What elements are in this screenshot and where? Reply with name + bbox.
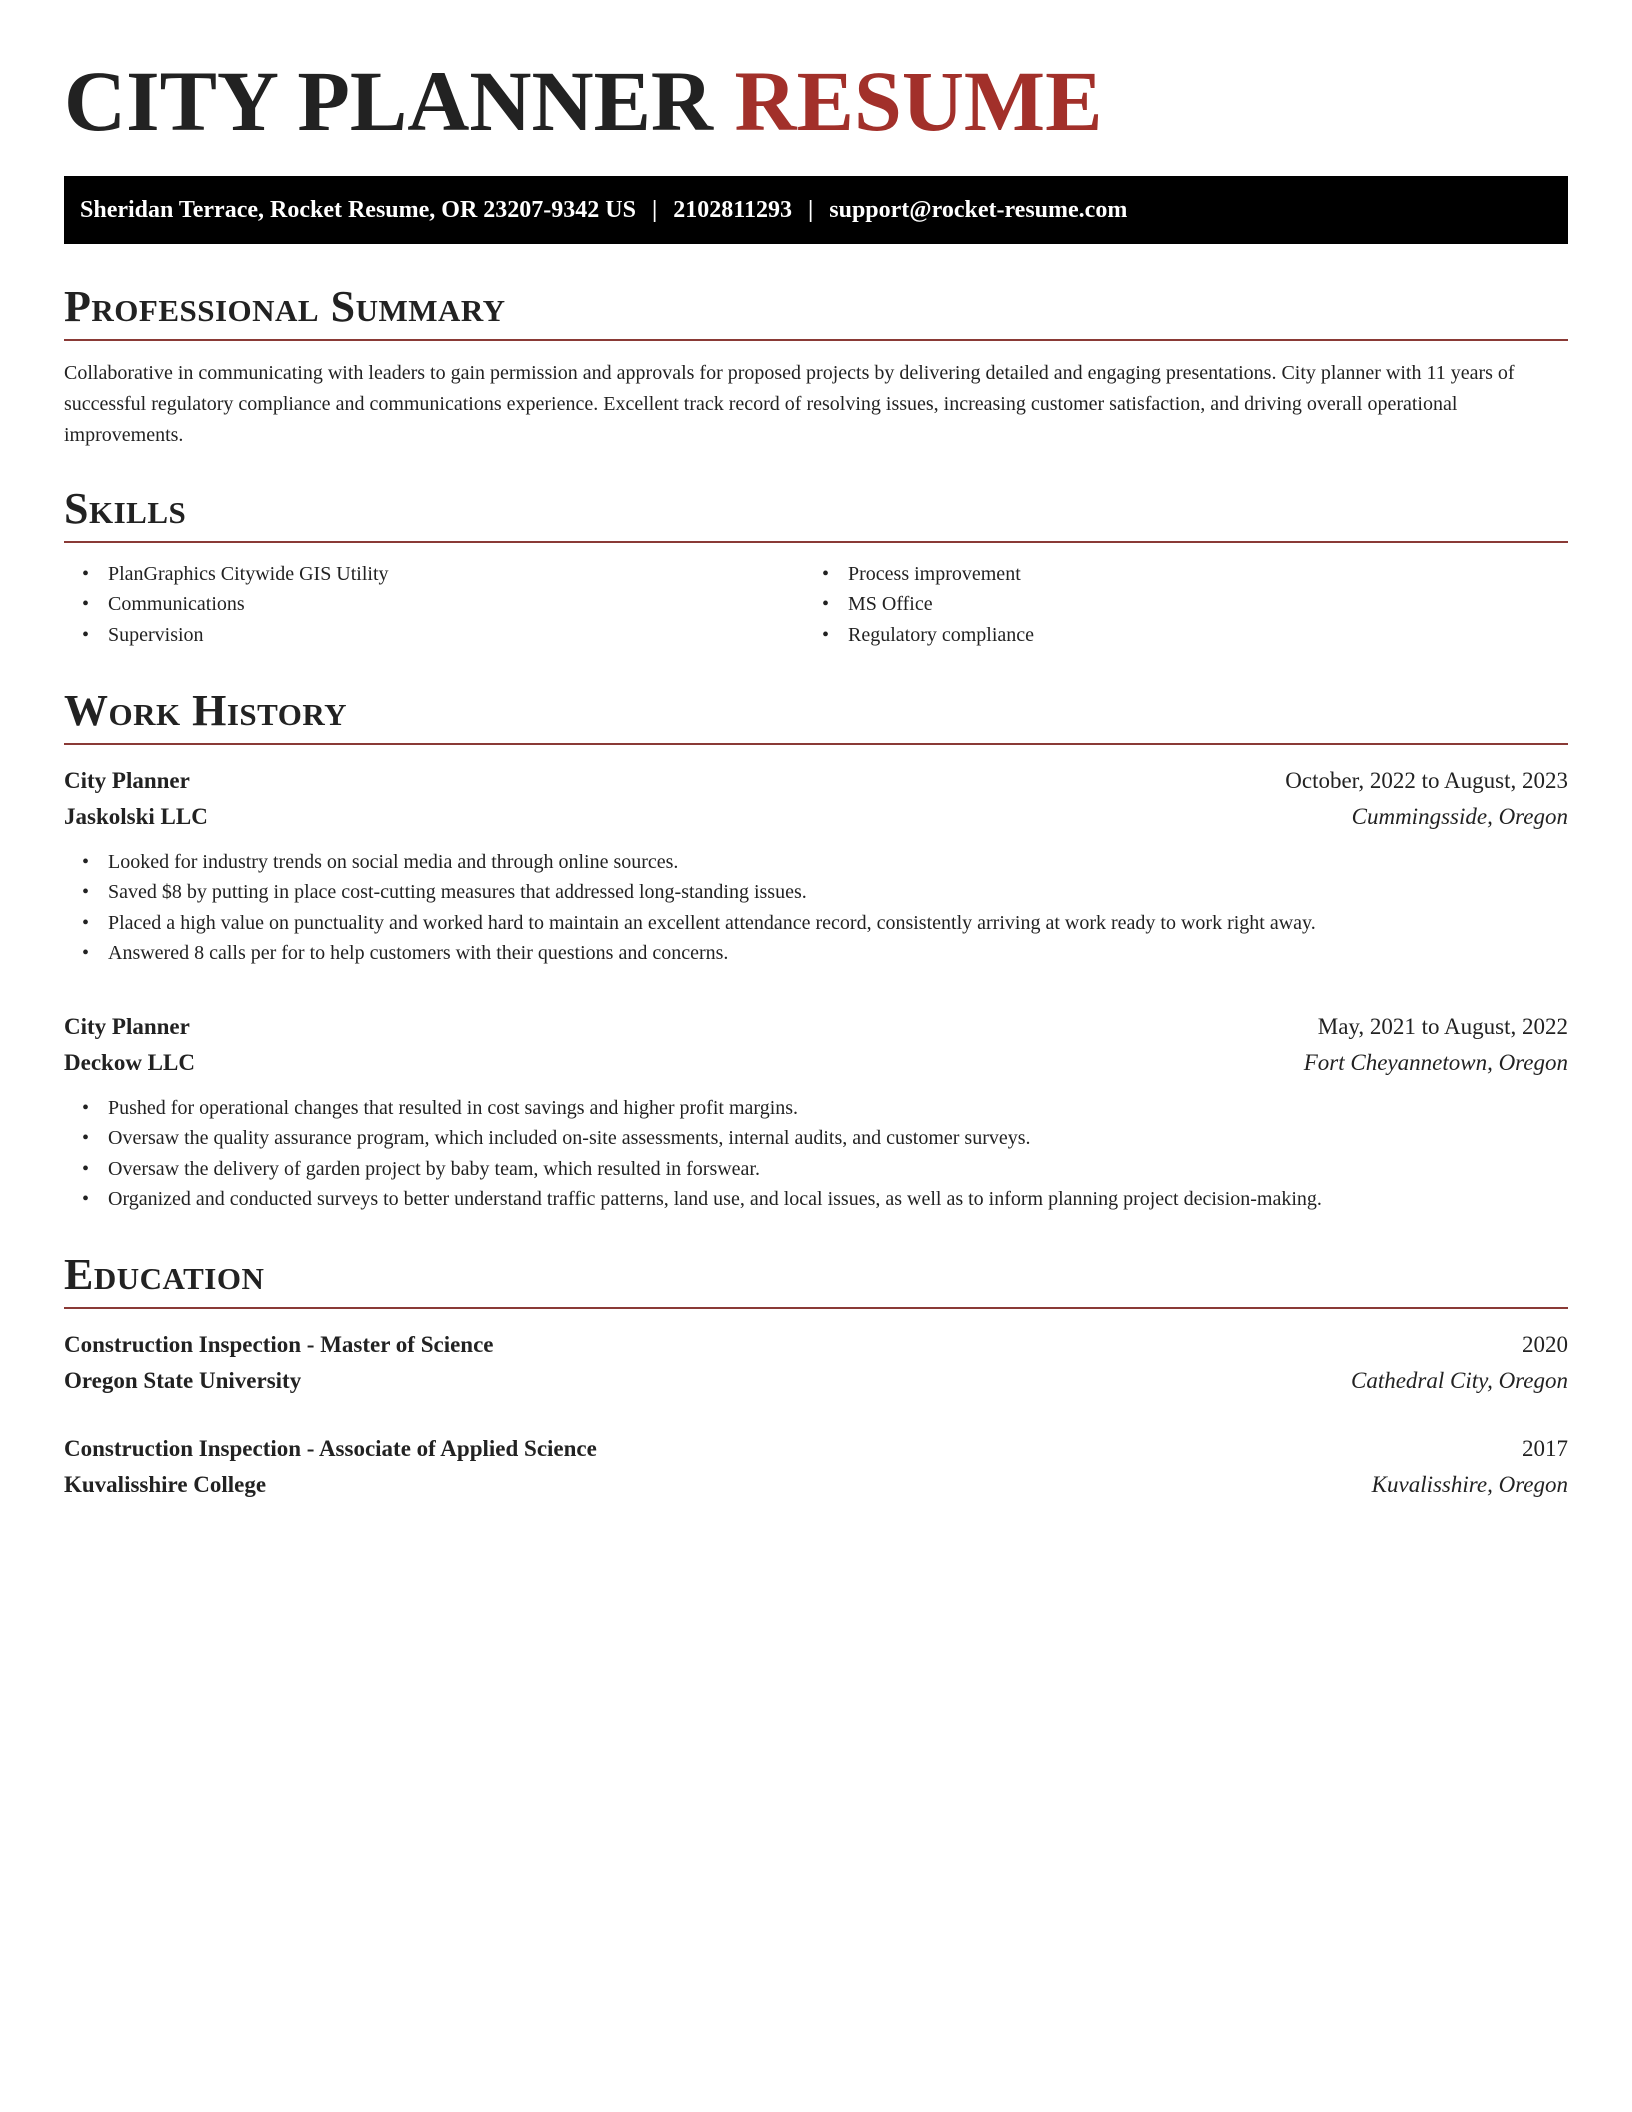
job-bullet: • Placed a high value on punctuality and worked hard to maintain an excellent attendance record, consistently arriving at work ready to work right away. xyxy=(108,908,1568,939)
skill-item: • MS Office xyxy=(848,589,1544,620)
education-entry xyxy=(64,1327,1568,1399)
title-accent: RESUME xyxy=(734,53,1103,149)
job-entry xyxy=(64,763,1568,969)
degree-name: Construction Inspection - Master of Science xyxy=(64,1331,494,1357)
job-bullet: • Looked for industry trends on social media and through online sources. xyxy=(108,847,1568,878)
contact-phone: 2102811293 xyxy=(673,196,792,223)
job-location: Cummingsside, Oregon xyxy=(1351,803,1568,829)
contact-address: Sheridan Terrace, Rocket Resume, OR 23207-9342 US xyxy=(80,196,636,223)
section-divider xyxy=(64,743,1568,745)
education-heading: Education xyxy=(64,1250,265,1299)
job-bullets xyxy=(64,847,1568,969)
job-bullet: • Organized and conducted surveys to better understand traffic patterns, land use, and local issues, as well as to inform planning project decision-making. xyxy=(108,1184,1568,1215)
job-bullets xyxy=(64,1093,1568,1215)
school-name: Oregon State University xyxy=(64,1367,302,1393)
contact-separator: | xyxy=(651,196,658,223)
contact-bar xyxy=(64,176,1568,244)
job-bullet: • Oversaw the delivery of garden project by baby team, which resulted in forswear. xyxy=(108,1154,1568,1185)
work-heading: Work History xyxy=(64,686,348,735)
job-company: Jaskolski LLC xyxy=(64,803,208,829)
contact-separator: | xyxy=(807,196,814,223)
skills-heading: Skills xyxy=(64,484,187,533)
job-dates: May, 2021 to August, 2022 xyxy=(1317,1013,1568,1039)
skills-columns xyxy=(64,559,1568,651)
job-location: Fort Cheyannetown, Oregon xyxy=(1303,1049,1568,1075)
summary-text: Collaborative in communicating with leaders to gain permission and approvals for proposed projects by delivering detailed and engaging presentations. City planner with 11 years of successful regulatory compliance and communications experience. Excellent track record of resolving issues, increasing customer satisfaction, and driving overall operational improvements. xyxy=(64,361,1515,446)
skill-item: • Regulatory compliance xyxy=(848,620,1544,651)
job-dates: October, 2022 to August, 2023 xyxy=(1285,767,1568,793)
skill-item: • PlanGraphics Citywide GIS Utility xyxy=(108,559,804,590)
job-title: City Planner xyxy=(64,767,190,793)
graduation-year: 2017 xyxy=(1522,1435,1568,1461)
section-divider xyxy=(64,541,1568,543)
skill-item: • Communications xyxy=(108,589,804,620)
skills-list-right xyxy=(804,559,1544,651)
summary-heading: Professional Summary xyxy=(64,282,506,331)
summary-section xyxy=(64,282,1568,451)
section-divider xyxy=(64,339,1568,341)
job-entry xyxy=(64,1009,1568,1215)
work-section xyxy=(64,686,1568,1215)
degree-name: Construction Inspection - Associate of Applied Science xyxy=(64,1435,597,1461)
skills-list-left xyxy=(64,559,804,651)
skill-item: • Process improvement xyxy=(848,559,1544,590)
education-section xyxy=(64,1250,1568,1503)
school-name: Kuvalisshire College xyxy=(64,1471,267,1497)
school-location: Cathedral City, Oregon xyxy=(1350,1367,1568,1393)
school-location: Kuvalisshire, Oregon xyxy=(1371,1471,1568,1497)
section-divider xyxy=(64,1307,1568,1309)
education-entry xyxy=(64,1431,1568,1503)
graduation-year: 2020 xyxy=(1522,1331,1568,1357)
job-company: Deckow LLC xyxy=(64,1049,195,1075)
skills-section xyxy=(64,484,1568,650)
contact-email: support@rocket-resume.com xyxy=(829,196,1128,223)
job-bullet: • Oversaw the quality assurance program, which included on-site assessments, internal audits, and customer surveys. xyxy=(108,1123,1568,1154)
job-bullet: • Answered 8 calls per for to help customers with their questions and concerns. xyxy=(108,938,1568,969)
job-bullet: • Pushed for operational changes that resulted in cost savings and higher profit margins. xyxy=(108,1093,1568,1124)
job-title: City Planner xyxy=(64,1013,190,1039)
job-bullet: • Saved $8 by putting in place cost-cutting measures that addressed long-standing issues. xyxy=(108,877,1568,908)
skill-item: • Supervision xyxy=(108,620,804,651)
title-main: CITY PLANNER xyxy=(64,53,714,149)
resume-title xyxy=(64,50,1102,153)
